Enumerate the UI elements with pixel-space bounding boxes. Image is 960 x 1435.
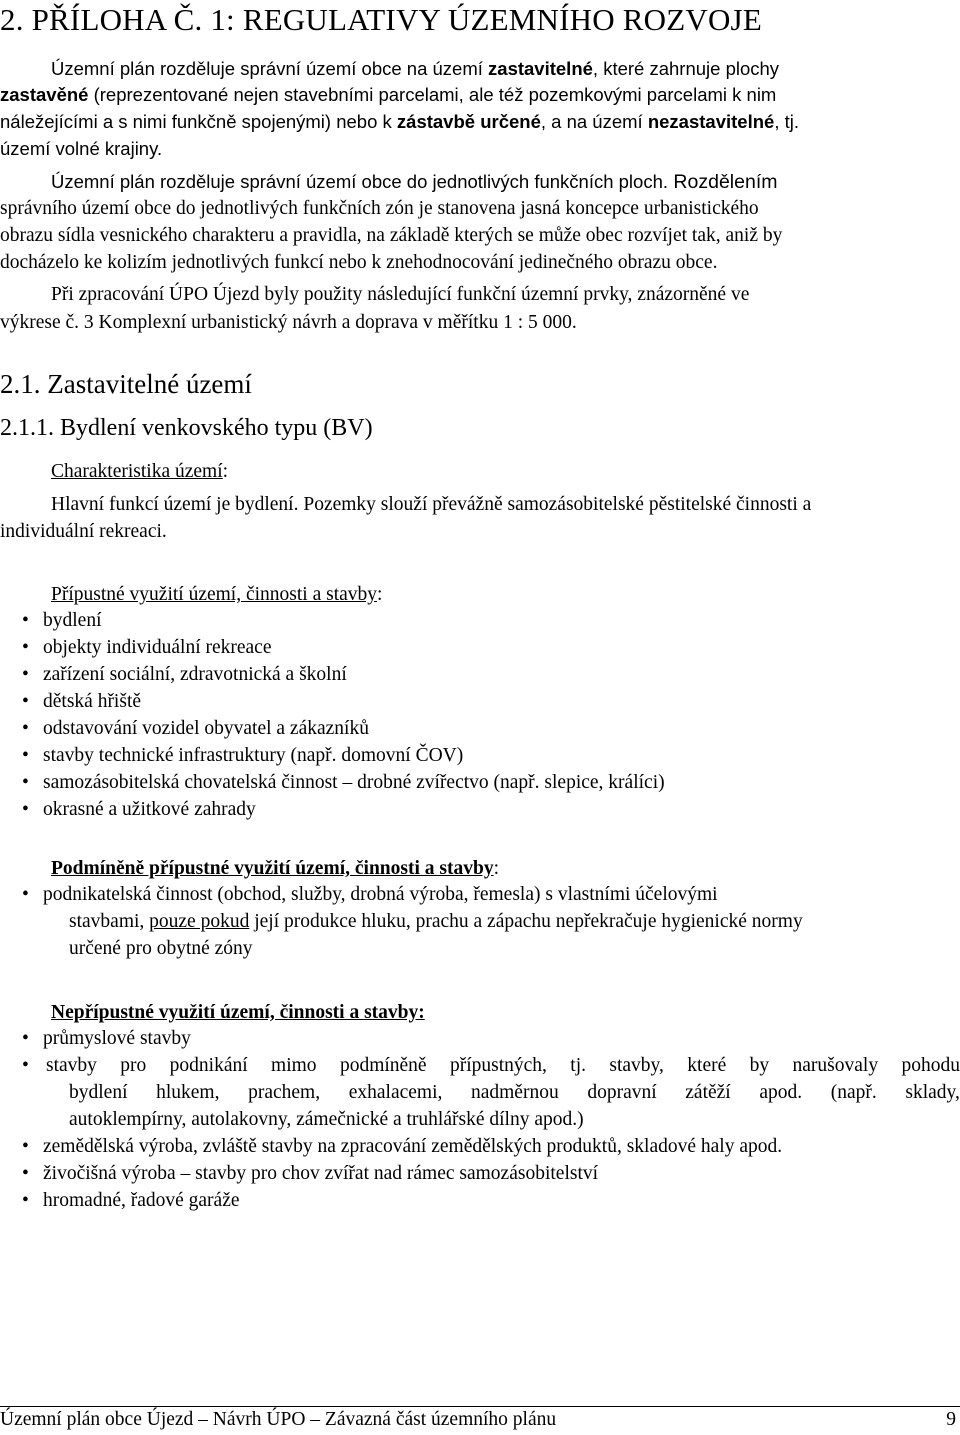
list-item-continuation (69, 1082, 960, 1104)
word: pohodu (901, 1055, 960, 1076)
intro-line-10: výkrese č. 3 Komplexní urbanistický návrh a doprava v měřítku 1 : 5 000. (0, 312, 577, 333)
allowed-use-heading: Přípustné využití území, činnosti a stavby: (51, 584, 383, 605)
word: bydlení (69, 1082, 128, 1103)
word: (např. (830, 1082, 877, 1103)
characteristics-line-2: individuální rekreaci. (0, 521, 167, 542)
word: stavby (46, 1055, 97, 1076)
word: apod. (759, 1082, 803, 1103)
intro-line-1: Územní plán rozděluje správní území obce na území zastavitelné, které zahrnuje plochy (51, 58, 780, 79)
footer-text: Územní plán obce Újezd – Návrh ÚPO – Závazná část územního plánu (0, 1409, 557, 1430)
list-item-continuation: autoklempírny, autolakovny, zámečnické a truhlářské dílny apod.) (69, 1109, 584, 1130)
justified-line (46, 1055, 960, 1077)
word: prachem, (248, 1082, 321, 1103)
word: pro (120, 1055, 147, 1076)
word: tj. (570, 1055, 587, 1076)
page-number: 9 (946, 1409, 956, 1430)
intro-line-3: náležejícími a s nimi funkčně spojenými) nebo k zástavbě určené, a na území nezastavitelné, tj. (0, 111, 799, 132)
word: přípustných, (449, 1055, 547, 1076)
word: mimo (271, 1055, 317, 1076)
word: narušovaly (792, 1055, 879, 1076)
section-heading-2-1-1: 2.1.1. Bydlení venkovského typu (BV) (0, 415, 373, 441)
conditional-use-heading: Podmíněně přípustné využití území, činnosti a stavby: (51, 858, 499, 879)
word: zátěží (685, 1082, 731, 1103)
forbidden-use-heading: Nepřípustné využití území, činnosti a stavby: (51, 1002, 425, 1023)
characteristics-line-1: Hlavní funkcí území je bydlení. Pozemky slouží převážně samozásobitelské pěstitelské činnosti a (51, 494, 812, 515)
intro-line-5: Územní plán rozděluje správní území obce do jednotlivých funkčních ploch. Rozdělením (51, 171, 778, 193)
word: stavby, (609, 1055, 664, 1076)
justified-line (69, 1082, 960, 1104)
word: by (749, 1055, 770, 1076)
list-item-continuation: stavbami, pouze pokud její produkce hluku, prachu a zápachu nepřekračuje hygienické normy (69, 911, 803, 932)
word: podmíněně (339, 1055, 427, 1076)
list-item-continuation: určené pro obytné zóny (69, 938, 253, 959)
page-title: 2. PŘÍLOHA Č. 1: REGULATIVY ÚZEMNÍHO ROZVOJE (0, 2, 762, 37)
word: dopravní (587, 1082, 657, 1103)
intro-line-4: území volné krajiny. (0, 138, 163, 159)
word: nadměrnou (470, 1082, 559, 1103)
characteristics-heading: Charakteristika území: (51, 461, 229, 482)
intro-line-8: docházelo ke kolizím jednotlivých funkcí nebo k znehodnocování jedinečného obrazu obce. (0, 252, 718, 273)
word: exhalacemi, (348, 1082, 443, 1103)
word: sklady, (905, 1082, 960, 1103)
intro-line-9: Při zpracování ÚPO Újezd byly použity následující funkční územní prvky, znázorněné ve (51, 284, 750, 305)
word: podnikání (169, 1055, 248, 1076)
section-heading-2-1: 2.1. Zastavitelné území (0, 369, 252, 399)
document-page: 2. PŘÍLOHA Č. 1: REGULATIVY ÚZEMNÍHO ROZVOJE Územní plán rozděluje správní území obce na území zastavitelné, které zahrnuje plochy zastavěné (reprezentované nejen stavebními parcelami, ale též pozemkovými parcelami k nim náležejícími a s nimi funkčně spojenými) nebo k zástavbě určené, a na území nezastavitelné, tj. území volné krajiny. Územní plán rozděluje správní území obce do jednotlivých funkčních ploch. Rozdělením správního území obce do jednotlivých funkčních zón je stanovena jasná koncepce urbanistického obrazu sídla vesnického charakteru a pravidla, na základě kterých se může obec rozvíjet tak, aniž by docházelo ke kolizím jednotlivých funkcí nebo k znehodnocování jedinečného obrazu obce. Při zpracování ÚPO Újezd byly použity následující funkční územní prvky, znázorněné ve výkrese č. 3 Komplexní urbanistický návrh a doprava v měřítku 1 : 5 000. 2.1. Zastavitelné území 2.1.1. Bydlení venkovského typu (BV) Charakteristika území: Hlavní funkcí území je bydlení. Pozemky slouží převážně samozásobitelské pěstitelské činnosti a individuální rekreaci. Přípustné využití území, činnosti a stavby: • bydlení • objekty individuální rekreace • zařízení sociální, zdravotnická a školní • dětská hřiště • odstavování vozidel obyvatel a zákazníků • stavby technické infrastruktury (např. domovní ČOV) • samozásobitelská chovatelská činnost – drobné zvířectvo (např. slepice, králíci) • okrasné a užitkové zahrady Podmíněně přípustné využití území, činnosti a stavby: • podnikatelská činnost (obchod, služby, drobná výroba, řemesla) s vlastními účelovými stavbami, pouze pokud její produkce hluku, prachu a zápachu nepřekračuje hygienické normy určené pro obytné zóny Nepřípustné využití území, činnosti a stavby: • průmyslové stavby • stavby pro podnikání mimo podmíněně přípustných, tj. stavby, které by narušovaly pohodu bydlení hlukem, prachem, exhalacemi, nadměrnou dopravní zátěží apod. (např. sklady, autoklempírny, autolakovny, zámečnické a truhlářské dílny apod.) • zemědělská výroba, zvláště stavby na zpracování zemědělských produktů, skladové haly apod. • živočišná výroba – stavby pro chov zvířat nad rámec samozásobitelství • hromadné, řadové garáže Územní plán obce Újezd – Návrh ÚPO – Závazná část územního plánu 9 (0, 2, 960, 1430)
intro-line-7: obrazu sídla vesnického charakteru a pravidla, na základě kterých se může obec rozvíjet tak, aniž by (0, 225, 783, 246)
word: které (687, 1055, 727, 1076)
intro-line-2: zastavěné (reprezentované nejen stavebními parcelami, ale též pozemkovými parcelami k nim (0, 84, 777, 105)
intro-line-6: správního území obce do jednotlivých funkčních zón je stanovena jasná koncepce urbanistického (0, 198, 759, 219)
footer-divider (0, 1406, 960, 1407)
word: hlukem, (156, 1082, 220, 1103)
